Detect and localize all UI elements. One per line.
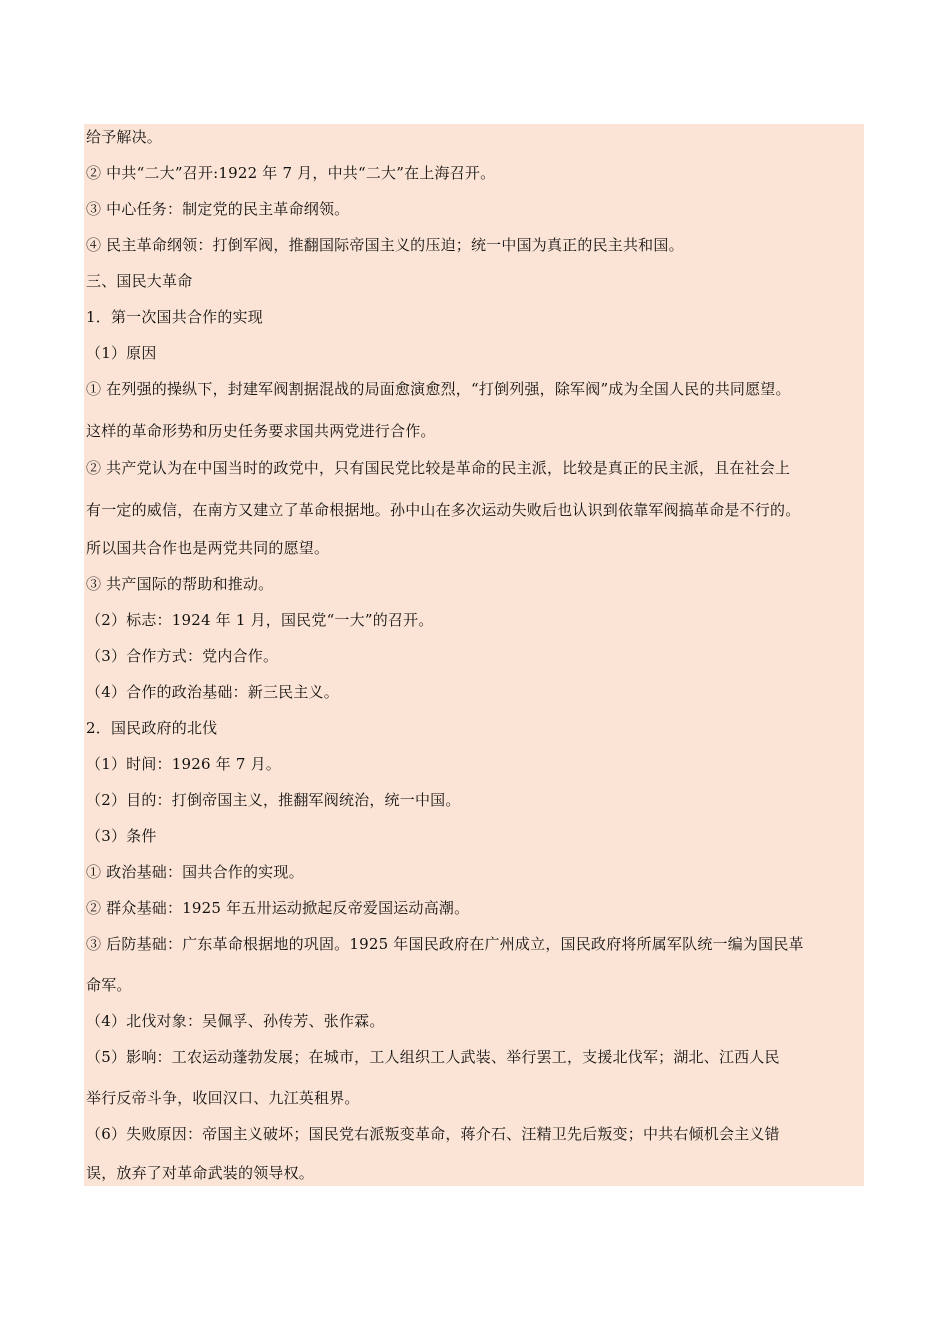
text-line: 误，放弃了对革命武装的领导权。: [86, 1164, 315, 1182]
text-line: 举行反帝斗争，收回汉口、九江英租界。: [86, 1089, 360, 1107]
text-line: （5）影响：工农运动蓬勃发展；在城市，工人组织工人武装、举行罢工，支援北伐军；湖北、江西人民: [86, 1048, 780, 1066]
text-line: （3）合作方式：党内合作。: [86, 647, 279, 665]
text-line: ① 政治基础：国共合作的实现。: [86, 863, 304, 881]
text-line: ④ 民主革命纲领：打倒军阀，推翻国际帝国主义的压迫；统一中国为真正的民主共和国。: [86, 236, 684, 254]
document-body: [84, 124, 864, 1186]
text-line: （4）合作的政治基础：新三民主义。: [86, 683, 339, 701]
text-line: （1）原因: [86, 344, 157, 362]
text-line: 所以国共合作也是两党共同的愿望。: [86, 539, 330, 557]
subsection-heading: 1．第一次国共合作的实现: [86, 308, 263, 326]
text-line: ② 中共“二大”召开:1922 年 7 月，中共“二大”在上海召开。: [86, 164, 496, 182]
text-line: ③ 共产国际的帮助和推动。: [86, 575, 274, 593]
text-line: （2）标志：1924 年 1 月，国民党“一大”的召开。: [86, 611, 434, 629]
text-line: 命军。: [86, 976, 132, 994]
text-line: 这样的革命形势和历史任务要求国共两党进行合作。: [86, 422, 436, 440]
text-line: ② 共产党认为在中国当时的政党中，只有国民党比较是革命的民主派，比较是真正的民主派，且在社会上: [86, 459, 791, 477]
text-line: ② 群众基础：1925 年五卅运动掀起反帝爱国运动高潮。: [86, 899, 470, 917]
subsection-heading: 2．国民政府的北伐: [86, 719, 218, 737]
text-line: ③ 中心任务：制定党的民主革命纲领。: [86, 200, 350, 218]
text-line: ① 在列强的操纵下，封建军阀割据混战的局面愈演愈烈，“打倒列强，除军阀”成为全国人民的共同愿望。: [86, 380, 791, 398]
text-line: （4）北伐对象：吴佩孚、孙传芳、张作霖。: [86, 1012, 385, 1030]
text-line: （6）失败原因：帝国主义破坏；国民党右派叛变革命，蒋介石、汪精卫先后叛变；中共右倾机会主义错: [86, 1125, 780, 1143]
text-line: （3）条件: [86, 827, 157, 845]
section-heading: 三、国民大革命: [86, 272, 193, 290]
text-line: （2）目的：打倒帝国主义，推翻军阀统治，统一中国。: [86, 791, 461, 809]
text-line: （1）时间：1926 年 7 月。: [86, 755, 281, 773]
text-line: 有一定的威信，在南方又建立了革命根据地。孙中山在多次运动失败后也认识到依靠军阀搞革命是不行的。: [86, 501, 801, 519]
text-line: 给予解决。: [86, 128, 163, 146]
text-line: ③ 后防基础：广东革命根据地的巩固。1925 年国民政府在广州成立，国民政府将所属军队统一编为国民革: [86, 935, 804, 953]
